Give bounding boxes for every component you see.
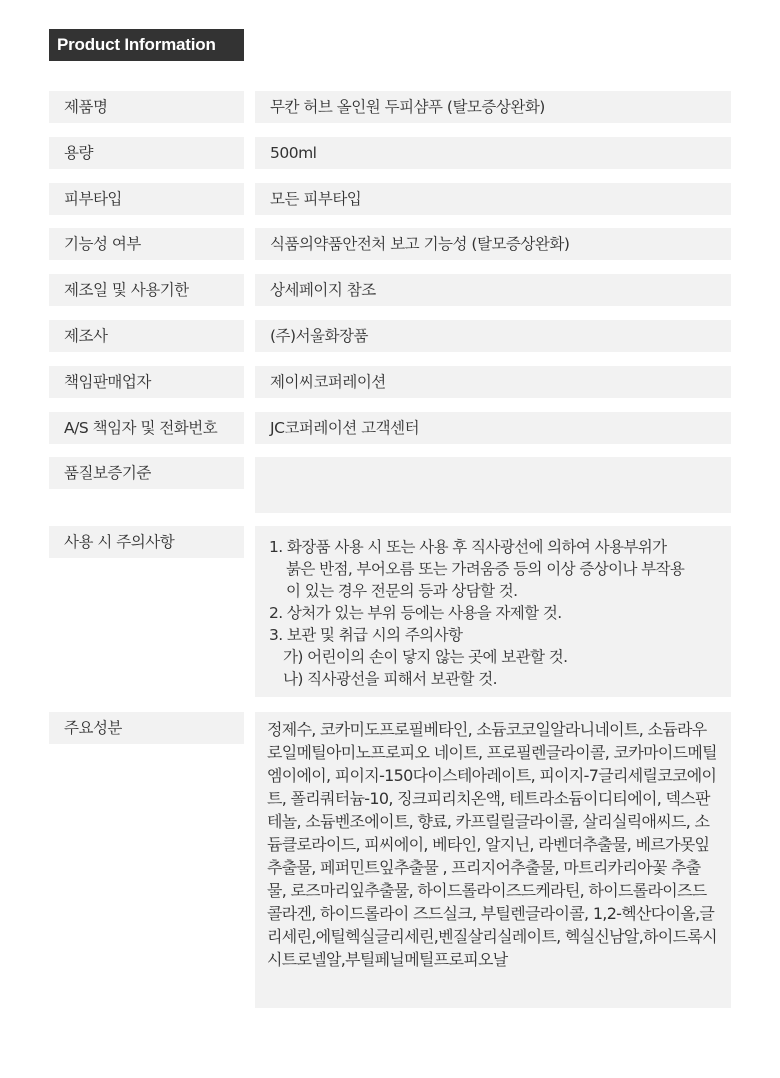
ingredients-box [255,712,731,1008]
row-label: 용량 [49,137,244,169]
row-value: (주)서울화장품 [255,320,731,352]
row-value: 500ml [255,137,731,169]
caution-line: 3. 보관 및 취급 시의 주의사항 [269,626,463,644]
row-value: 모든 피부타입 [255,183,731,215]
row-value [255,457,731,513]
caution-line: 붉은 반점, 부어오름 또는 가려움증 등의 이상 증상이나 부작용 [286,560,685,578]
caution-line: 2. 상처가 있는 부위 등에는 사용을 자제할 것. [269,604,562,622]
caution-line: 나) 직사광선을 피해서 보관할 것. [283,670,497,688]
row-value: JC코퍼레이션 고객센터 [255,412,731,444]
row-value: 식품의약품안전처 보고 기능성 (탈모증상완화) [255,228,731,260]
ingredients-text: 정제수, 코카미도프로필베타인, 소듐코코일알라니네이트, 소듐라우로일메틸아미노프로피오 네이트, 프로필렌글라이콜, 코카마이드메틸엠이에이, 피이지-150다이스테아레이트, 피이지-7글리세릴코코에이트, 폴리쿼터늄-10, 징크피리치온액, 테트라소듐이디티에이, 덱스판테놀, 소듐벤조에이트, 향료, 카프릴릴글라이콜, 살리실릭애씨드, 소듐클로라이드, 피씨에이, 베타인, 알지닌, 라벤더추출물, 베르가못잎추출물, 페퍼민트잎추출물 , 프리지어추출물, 마트리카리아꽃 추출물, 로즈마리잎추출물, 하이드롤라이즈드케라틴, 하이드롤라이즈드콜라겐, 하이드롤라이 즈드실크, 부틸렌글라이콜, 1,2-헥산다이올,글리세린,에틸헥실글리세린,벤질살리실레이트, 헥실신남알,하이드록시시트로넬알,부틸페닐메틸프로피오날 [267,720,717,969]
row-value: 제이씨코퍼레이션 [255,366,731,398]
row-label: 제조사 [49,320,244,352]
caution-line: 이 있는 경우 전문의 등과 상담할 것. [286,582,518,600]
row-label: 제조일 및 사용기한 [49,274,244,306]
row-label: 기능성 여부 [49,228,244,260]
caution-line: 1. 화장품 사용 시 또는 사용 후 직사광선에 의하여 사용부위가 [269,538,667,556]
row-value: 무칸 허브 올인원 두피샴푸 (탈모증상완화) [255,91,731,123]
row-label: 책임판매업자 [49,366,244,398]
section-title: Product Information [49,29,244,61]
row-label: 사용 시 주의사항 [49,526,244,558]
row-label: 제품명 [49,91,244,123]
row-label: 품질보증기준 [49,457,244,489]
row-label: A/S 책임자 및 전화번호 [49,412,244,444]
caution-list [255,526,731,690]
caution-box [255,526,731,697]
caution-line: 가) 어린이의 손이 닿지 않는 곳에 보관할 것. [283,648,568,666]
row-label: 주요성분 [49,712,244,744]
row-value: 상세페이지 참조 [255,274,731,306]
row-label: 피부타입 [49,183,244,215]
